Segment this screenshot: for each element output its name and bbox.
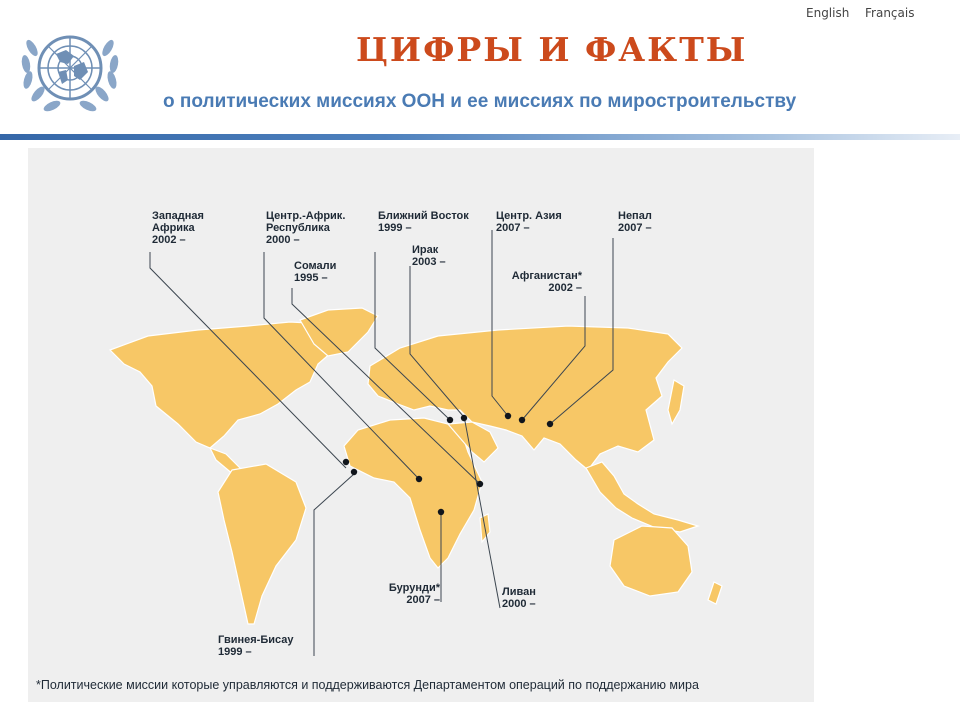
japan-shape — [668, 380, 684, 424]
leader-guinea-bissau — [314, 474, 354, 656]
label-nepal: Непал 2007 – — [618, 210, 652, 234]
dot-lebanon — [461, 415, 467, 421]
page-title: ЦИФРЫ И ФАКТЫ — [356, 30, 748, 69]
header-divider — [0, 134, 960, 140]
label-guinea-bissau: Гвинея-Бисау 1999 – — [218, 634, 294, 658]
label-central-asia: Центр. Азия 2007 – — [496, 210, 562, 234]
africa-shape — [344, 418, 482, 568]
dot-burundi — [438, 509, 444, 515]
dot-somalia — [477, 481, 483, 487]
un-emblem-icon — [8, 18, 132, 122]
dot-guinea-bissau — [351, 469, 357, 475]
label-west-africa: Западная Африка 2002 – — [152, 210, 204, 246]
southeast-asia-shape — [586, 462, 698, 532]
french-link[interactable]: Français — [865, 6, 915, 20]
english-link[interactable]: English — [806, 6, 850, 20]
world-map-panel — [28, 148, 814, 702]
label-afghanistan: Афганистан* 2002 – — [511, 270, 582, 294]
label-car: Центр.-Африк. Республика 2000 – — [266, 210, 346, 246]
south-america-shape — [218, 464, 306, 624]
australia-shape — [610, 526, 692, 596]
dot-middle-east — [447, 417, 453, 423]
label-lebanon: Ливан 2000 – — [502, 586, 536, 610]
continents — [110, 308, 722, 624]
dot-nepal — [547, 421, 553, 427]
footnote: *Политические миссии которые управляются и поддерживаются Департаментом операций по поддержанию мира — [36, 678, 699, 692]
dot-west-africa — [343, 459, 349, 465]
label-burundi: Бурунди* 2007 – — [388, 582, 440, 606]
label-iraq: Ирак 2003 – — [412, 244, 446, 268]
north-america-shape — [110, 322, 346, 448]
label-somalia: Сомали 1995 – — [294, 260, 337, 284]
label-middle-east: Ближний Восток 1999 – — [378, 210, 469, 234]
dot-central-asia — [505, 413, 511, 419]
page-subtitle: о политических миссиях ООН и ее миссиях по миростроительству — [163, 91, 797, 112]
dot-car — [416, 476, 422, 482]
dot-afghanistan — [519, 417, 525, 423]
new-zealand-shape — [708, 582, 722, 604]
